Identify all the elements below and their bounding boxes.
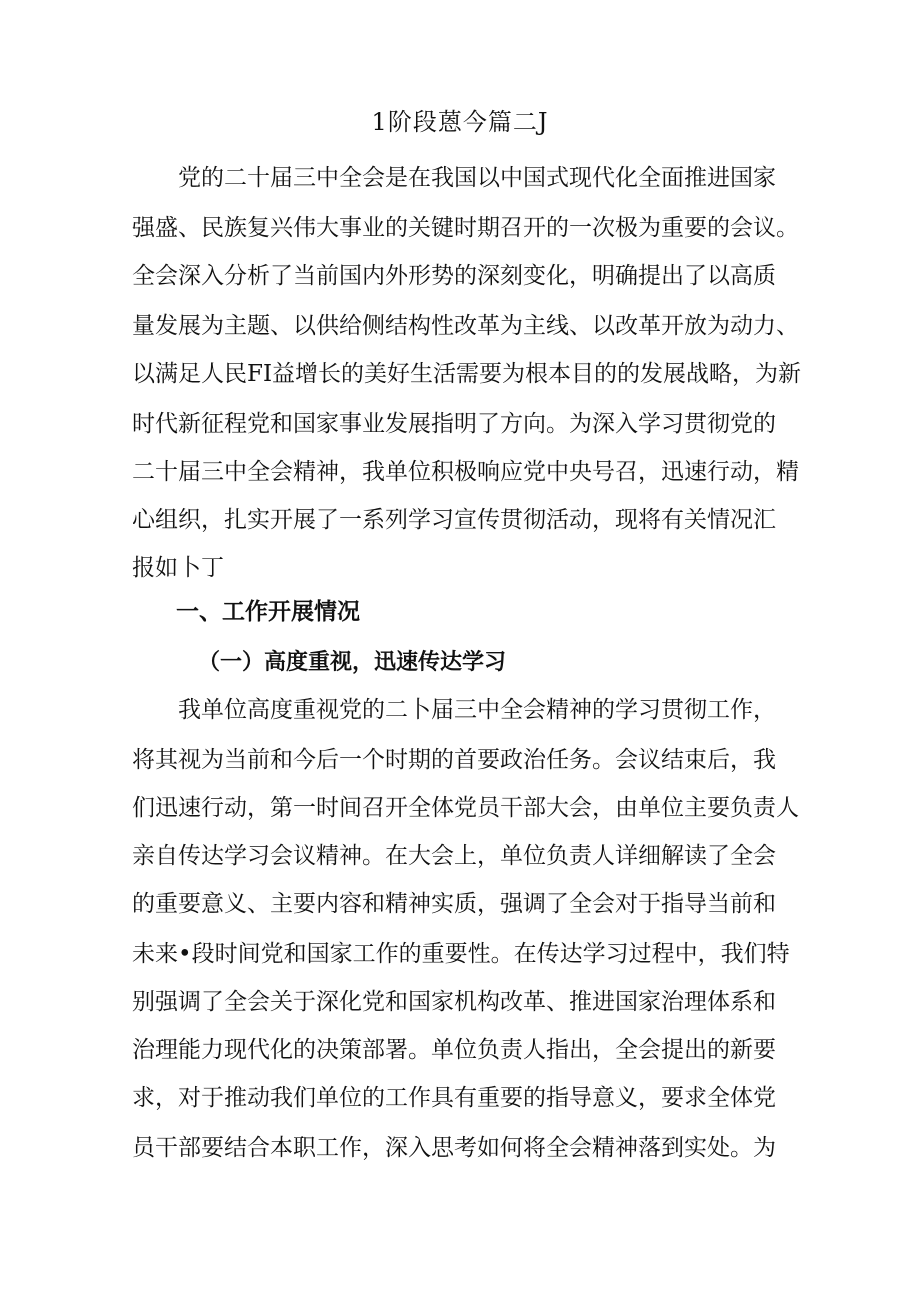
intro-line: 报如卜丁 <box>132 555 224 581</box>
body-line: 将其视为当前和今后一个时期的首要政治任务。会议结束后，我 <box>132 747 776 773</box>
intro-line: 量发展为主题、以供给侧结构性改革为主线、以改革开放为动力、 <box>132 313 799 339</box>
intro-line: 全会深入分析了当前国内外形势的深刻变化，明确提出了以高质 <box>132 263 776 289</box>
body-line: 别强调了全会关于深化党和国家机构改革、推进国家治理体系和 <box>132 989 776 1015</box>
intro-line: 强盛、民族复兴伟大事业的关键时期召开的一次极为重要的会议。 <box>132 215 799 241</box>
body-line: 的重要意义、主要内容和精神实质，强调了全会对于指导当前和 <box>132 891 776 917</box>
body-line: 我单位高度重视党的二卜届三中全会精神的学习贯彻工作， <box>178 697 776 723</box>
body-line: 员干部要结合本职工作，深入思考如何将全会精神落到实处。为 <box>132 1135 776 1161</box>
intro-line: 二十届三中全会精神，我单位积极响应党中央号召，迅速行动，精 <box>132 459 799 485</box>
body-line: 求，对于推动我们单位的工作具有重要的指导意义，要求全体党 <box>132 1085 776 1111</box>
section-heading: 一、工作开展情况 <box>176 598 360 625</box>
body-line: 治理能力现代化的决策部署。单位负责人指出，全会提出的新要 <box>132 1037 776 1063</box>
intro-line: 党的二十届三中全会是在我国以中国式现代化全面推进国家 <box>178 165 776 191</box>
document-title: 1阶段蒽今篇二J <box>371 108 549 136</box>
body-line: 未来•段时间党和国家工作的重要性。在传达学习过程中，我们特 <box>132 941 790 967</box>
subsection-heading: （一）高度重视，迅速传达学习 <box>198 649 507 675</box>
body-line: 亲自传达学习会议精神。在大会上，单位负责人详细解读了全会 <box>132 843 776 869</box>
body-line: 们迅速行动，第一时间召开全体党员干部大会，由单位主要负责人 <box>132 795 799 821</box>
intro-line: 心组织，扎实开展了一系列学习宣传贯彻活动，现将有关情况汇 <box>132 507 776 533</box>
intro-line: 以满足人民FI益增长的美好生活需要为根本目的的发展战略，为新 <box>132 361 802 387</box>
intro-line: 时代新征程党和国家事业发展指明了方向。为深入学习贯彻党的 <box>132 411 776 437</box>
